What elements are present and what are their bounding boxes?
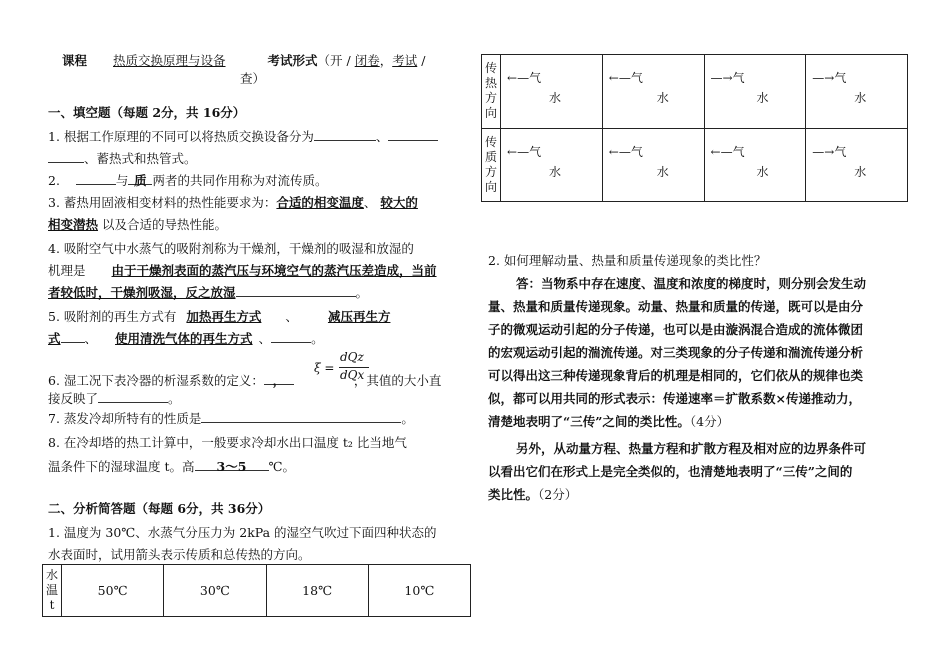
q6-end: 。 xyxy=(168,391,181,406)
q2-line xyxy=(48,172,463,189)
section1-title: 一、填空题（每题 2分，共 16分） xyxy=(48,105,246,120)
q4-prefix: 机理是 xyxy=(48,263,86,278)
heat-cell-1: ←—气 水 xyxy=(501,55,603,129)
answer-p2-last: 类比性。 xyxy=(488,487,539,502)
q7-line xyxy=(48,410,463,427)
q1-tail: 、蓄热式和热管式。 xyxy=(84,151,197,166)
q5-answer1: 加热再生方式 xyxy=(186,309,262,324)
air-label: 气 xyxy=(529,71,542,85)
right-arrow-icon: → xyxy=(824,144,835,159)
q6-text: 6. 湿工况下表冷器的析湿系数的定义： xyxy=(48,373,264,388)
q4-end: 。 xyxy=(355,285,369,300)
temp-cell: 50℃ xyxy=(62,565,164,617)
mass-char-4: 向 xyxy=(484,179,497,194)
answer-p1-l1: 答：当物系中存在速度、温度和浓度的梯度时，则分别会发生动 xyxy=(516,276,867,291)
left-arrow-icon: ← xyxy=(608,144,619,159)
q6-tail: ，其值的大小直 xyxy=(353,373,442,388)
left-arrow-icon: ← xyxy=(710,144,721,159)
exam-form-sep: ， xyxy=(379,53,393,68)
q8-answer: 3～5 xyxy=(195,458,269,471)
q5-answer2: 减压再生方 xyxy=(327,309,391,324)
air-label: 气 xyxy=(732,71,745,85)
temp-cell: 18℃ xyxy=(266,565,368,617)
exam-header xyxy=(62,52,462,69)
q5-text: 5. 吸附剂的再生方式有 xyxy=(48,309,177,324)
answer-p2-l1: 另外，从动量方程、热量方程和扩散方程及相对应的边界条件可 xyxy=(516,441,867,456)
exam-form-test: 考试 xyxy=(392,53,418,68)
q2-answer: 质 xyxy=(128,172,152,185)
course-label: 课程 xyxy=(62,53,88,68)
air-label: 气 xyxy=(630,144,643,159)
exam-form-open: （开 / xyxy=(317,53,355,68)
exam-form-closed: 闭卷 xyxy=(354,53,380,68)
right-arrow-icon: → xyxy=(824,71,835,85)
q5-end: 。 xyxy=(311,331,324,346)
water-label: 水 xyxy=(756,164,769,179)
water-temp-table xyxy=(42,564,471,617)
heat-char-3: 方 xyxy=(484,91,497,106)
q6-tail2: 接反映了 xyxy=(48,391,99,406)
water-label: 水 xyxy=(549,164,562,179)
water-label: 水 xyxy=(854,164,867,179)
mass-char-3: 方 xyxy=(484,164,497,179)
q6-line1 xyxy=(48,372,463,389)
q6-line2 xyxy=(48,390,463,407)
q3-text: 3. 蓄热用固液相变材料的热性能要求为： xyxy=(48,195,277,210)
temp-cell: 10℃ xyxy=(368,565,470,617)
q3-answer3: 相变潜热 xyxy=(48,217,99,232)
answer-p2-l2: 以看出它们在形式上是完全类似的，也清楚地表明了“三传”之间的 xyxy=(488,464,853,479)
q8-line1: 8. 在冷却塔的热工计算中，一般要求冷却水出口温度 t₂ 比当地气 xyxy=(48,435,407,450)
air-label: 气 xyxy=(834,144,847,159)
exam-form-label: 考试形式 xyxy=(267,53,318,68)
heat-char-4: 向 xyxy=(484,106,497,121)
q5-sep2: 、 xyxy=(258,331,272,346)
left-arrow-icon: ← xyxy=(507,71,518,85)
exam-form-end: / xyxy=(417,53,426,68)
heat-cell-3: —→气 水 xyxy=(704,55,806,129)
heat-char-1: 传 xyxy=(484,61,497,76)
heat-cell-4: —→气 水 xyxy=(806,55,908,129)
q7-text: 7. 蒸发冷却所特有的性质是 xyxy=(48,411,202,426)
q4-line1: 4. 吸附空气中水蒸气的吸附剂称为干燥剂，干燥剂的吸湿和放湿的 xyxy=(48,241,414,256)
q4-answer2: 者较低时，干燥剂吸湿，反之放湿 xyxy=(48,285,236,300)
xi-denominator: dQx xyxy=(340,368,365,382)
q3-sep: 、 xyxy=(363,195,377,210)
q3-line2 xyxy=(48,216,463,233)
answer-p1-l3: 子的微观运动引起的分子传递，也可以是由漩涡混合造成的流体微团 xyxy=(488,322,864,337)
heat-direction-header xyxy=(482,55,501,129)
answer-p1-l7 xyxy=(488,411,908,433)
xi-symbol: ξ = xyxy=(314,361,335,375)
mass-cell-2: ←—气 水 xyxy=(602,128,704,202)
left-arrow-icon: ← xyxy=(507,144,518,159)
air-label: 气 xyxy=(834,71,847,85)
answer-p1-l2: 量、热量和质量传递现象。动量、热量和质量的传递，既可以是由分 xyxy=(488,299,864,314)
mass-direction-header xyxy=(482,128,501,202)
q8-line2 xyxy=(48,458,463,475)
answer-p1-score: （4分） xyxy=(689,414,730,429)
q8-unit: ℃。 xyxy=(268,459,295,474)
mass-char-2: 质 xyxy=(484,149,497,164)
q4-answer1: 由于干燥剂表面的蒸汽压与环境空气的蒸汽压差造成，当前 xyxy=(111,263,437,278)
head-char-1: 水 xyxy=(45,568,58,582)
answer-p1-l5: 可以得出这三种传递现象背后的机理是相同的，它们依从的规律也类 xyxy=(488,368,864,383)
answer-p2-l3 xyxy=(488,484,908,506)
q1-text: 1. 根据工作原理的不同可以将热质交换设备分为 xyxy=(48,129,314,144)
q3-answer2: 较大的 xyxy=(380,195,418,210)
air-label: 气 xyxy=(529,144,542,159)
mass-cell-4: —→气 水 xyxy=(806,128,908,202)
water-label: 水 xyxy=(854,91,867,105)
q5-sep1: 、 xyxy=(285,309,298,324)
water-label: 水 xyxy=(549,91,562,105)
answer-q2-title: 2. 如何理解动量、热量和质量传递现象的类比性？ xyxy=(488,253,767,268)
exam-form-check: 查） xyxy=(240,71,266,86)
answer-p2-score: （2分） xyxy=(538,487,578,502)
q5-answer3: 式 xyxy=(48,331,61,346)
air-label: 气 xyxy=(630,71,643,85)
answer-p1-l4: 的宏观运动引起的湍流传递。对三类现象的分子传递和湍流传递分析 xyxy=(488,345,864,360)
mass-cell-3: ←—气 水 xyxy=(704,128,806,202)
q2-tail: 两者的共同作用称为对流传质。 xyxy=(152,173,328,188)
q4-line3 xyxy=(48,284,463,301)
q2-num: 2. xyxy=(48,173,60,188)
left-arrow-icon: ← xyxy=(608,71,619,85)
water-label: 水 xyxy=(656,91,669,105)
course-name: 热质交换原理与设备 xyxy=(113,53,226,68)
answer-p1-l6: 似，都可以用共同的形式表示：传递速率＝扩散系数×传递推动力， xyxy=(488,391,861,406)
head-char-2: 温 xyxy=(45,583,58,597)
q3-answer1: 合适的相变温度 xyxy=(276,195,364,210)
q3-line1 xyxy=(48,194,463,211)
mass-char-1: 传 xyxy=(484,134,497,149)
q4-line2 xyxy=(48,262,463,279)
water-label: 水 xyxy=(756,91,769,105)
arrow-direction-table xyxy=(481,54,908,202)
s2-q1-line1: 1. 温度为 30℃、水蒸气分压力为 2kPa 的湿空气吹过下面四种状态的 xyxy=(48,525,437,540)
head-char-3: t xyxy=(49,598,55,612)
answer-p1-last: 清楚地表明了“三传”之间的类比性。 xyxy=(488,414,690,429)
q7-end: 。 xyxy=(401,411,414,426)
air-label: 气 xyxy=(732,144,745,159)
mass-cell-1: ←—气 水 xyxy=(501,128,603,202)
heat-char-2: 热 xyxy=(484,76,497,91)
q5-line1 xyxy=(48,308,463,325)
q1-line2 xyxy=(48,150,463,167)
q1-line1: 1. 根据工作原理的不同可以将热质交换设备分为 、 xyxy=(48,128,463,145)
q3-tail: 以及合适的导热性能。 xyxy=(98,217,227,232)
xi-numerator: dQz xyxy=(340,350,364,364)
s2-q1-line2: 水表面时，试用箭头表示传质和总传热的方向。 xyxy=(48,547,311,562)
q8-text: 温条件下的湿球温度 t。高 xyxy=(48,459,195,474)
section2-title: 二、分析简答题（每题 6分，共 36分） xyxy=(48,501,271,516)
q5-answer4: 使用清洗气体的再生方式 xyxy=(115,331,253,346)
right-arrow-icon: → xyxy=(722,71,733,85)
water-temp-header xyxy=(43,565,62,617)
temp-cell: 30℃ xyxy=(164,565,266,617)
q5-line2: 式 、 使用清洗气体的再生方式 、 。 xyxy=(48,331,324,346)
q2-and: 与 xyxy=(115,173,129,188)
heat-cell-2: ←—气 水 xyxy=(602,55,704,129)
q6-mid: ， xyxy=(264,372,294,385)
water-label: 水 xyxy=(656,164,669,179)
